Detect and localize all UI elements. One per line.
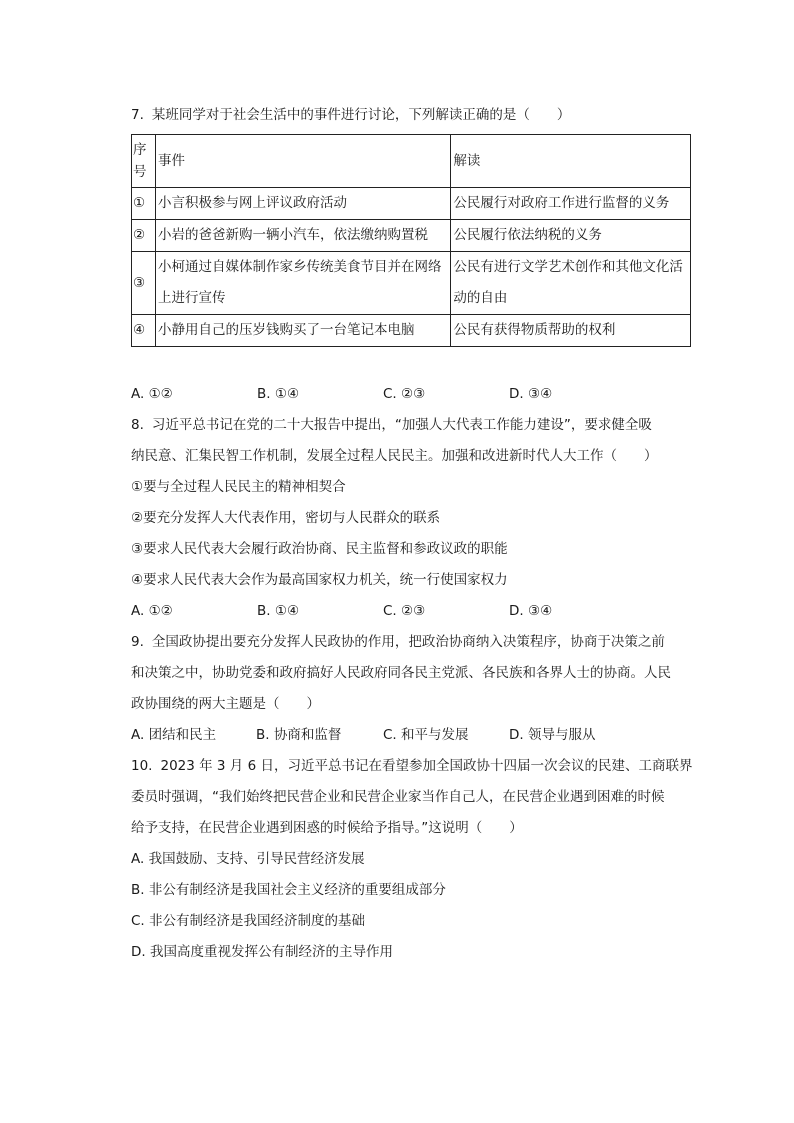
header-event: 事件 [155, 135, 450, 188]
q7-table [131, 134, 691, 347]
row-event: 小言积极参与网上评议政府活动 [155, 188, 450, 220]
q9-option-b[interactable]: B. 协商和监督 [256, 727, 342, 743]
row-index: ③ [132, 252, 156, 315]
row-interpretation: 公民有获得物质帮助的权利 [451, 315, 691, 347]
q10-stem-text: 2023 年 3 月 6 日，习近平总书记在看望参加全国政协十四届一次会议的民建、工商联界 [160, 758, 693, 774]
q8-option-a[interactable]: A. ①② [131, 603, 173, 619]
q9-stem-text: 全国政协提出要充分发挥人民政协的作用，把政治协商纳入决策程序，协商于决策之前 [151, 634, 665, 650]
table-row [132, 220, 691, 252]
row-interpretation: 公民履行对政府工作进行监督的义务 [451, 188, 691, 220]
row-event: 小静用自己的压岁钱购买了一台笔记本电脑 [155, 315, 450, 347]
header-interpretation: 解读 [451, 135, 691, 188]
q7-stem-text: 某班同学对于社会生活中的事件进行讨论，下列解读正确的是（ ） [151, 107, 571, 123]
q8-statement-3: ③要求人民代表大会履行政治协商、民主监督和参政议政的职能 [131, 541, 508, 557]
q9-option-c[interactable]: C. 和平与发展 [383, 727, 469, 743]
exam-page [131, 100, 691, 968]
table-row [132, 315, 691, 347]
q8-statement-1: ①要与全过程人民民主的精神相契合 [131, 479, 346, 495]
q8-stem-line-1 [131, 410, 691, 441]
q7-option-c[interactable]: C. ②③ [383, 386, 426, 402]
q9-number: 9. [131, 634, 144, 650]
q8-option-c[interactable]: C. ②③ [383, 603, 426, 619]
q8-option-d[interactable]: D. ③④ [509, 603, 553, 619]
q8-statement-4: ④要求人民代表大会作为最高国家权力机关，统一行使国家权力 [131, 572, 508, 588]
q8-statement-2: ②要充分发挥人大代表作用，密切与人民群众的联系 [131, 510, 441, 526]
q8-number: 8. [131, 417, 144, 433]
q8-option-b[interactable]: B. ①④ [257, 603, 300, 619]
q9-option-a[interactable]: A. 团结和民主 [131, 727, 217, 743]
row-event: 小岩的爸爸新购一辆小汽车，依法缴纳购置税 [155, 220, 450, 252]
row-index: ① [132, 188, 156, 220]
q10-stem-line-1 [131, 751, 691, 782]
row-interpretation: 公民履行依法纳税的义务 [451, 220, 691, 252]
q7-stem [131, 100, 691, 131]
q9-options [131, 720, 691, 751]
table-header-row [132, 135, 691, 188]
row-index: ④ [132, 315, 156, 347]
row-event: 小柯通过自媒体制作家乡传统美食节目并在网络上进行宣传 [155, 252, 450, 315]
q7-option-d[interactable]: D. ③④ [509, 386, 553, 402]
q8-stem-text: 习近平总书记在党的二十大报告中提出，“加强人大代表工作能力建设”，要求健全吸 [151, 417, 652, 433]
q10-number: 10. [131, 758, 153, 774]
q9-option-d[interactable]: D. 领导与服从 [509, 727, 596, 743]
q7-number: 7. [131, 107, 144, 123]
q7-option-b[interactable]: B. ①④ [257, 386, 300, 402]
q9-stem-line-1 [131, 627, 691, 658]
q10-option-d[interactable]: D. 我国高度重视发挥公有制经济的主导作用 [131, 944, 393, 960]
q10-option-b[interactable]: B. 非公有制经济是我国社会主义经济的重要组成部分 [131, 882, 446, 898]
q10-option-a[interactable]: A. 我国鼓励、支持、引导民营经济发展 [131, 851, 365, 867]
table-row [132, 188, 691, 220]
q7-options [131, 379, 691, 410]
q8-options [131, 596, 691, 627]
q8-stem-line-2: 纳民意、汇集民智工作机制，发展全过程人民民主。加强和改进新时代人大工作（ ） [131, 448, 658, 464]
row-interpretation: 公民有进行文学艺术创作和其他文化活动的自由 [451, 252, 691, 315]
table-row [132, 252, 691, 315]
q9-stem-line-2: 和决策之中，协助党委和政府搞好人民政府同各民主党派、各民族和各界人士的协商。人民 [131, 665, 671, 681]
q10-stem-line-2: 委员时强调，“我们始终把民营企业和民营企业家当作自己人，在民营企业遇到困难的时候 [131, 789, 665, 805]
q7-option-a[interactable]: A. ①② [131, 386, 173, 402]
q10-stem-line-3: 给予支持，在民营企业遇到困惑的时候给予指导。”这说明（ ） [131, 820, 523, 836]
row-index: ② [132, 220, 156, 252]
q9-stem-line-3: 政协围绕的两大主题是（ ） [131, 696, 320, 712]
q10-option-c[interactable]: C. 非公有制经济是我国经济制度的基础 [131, 913, 366, 929]
header-index: 序号 [132, 135, 156, 188]
